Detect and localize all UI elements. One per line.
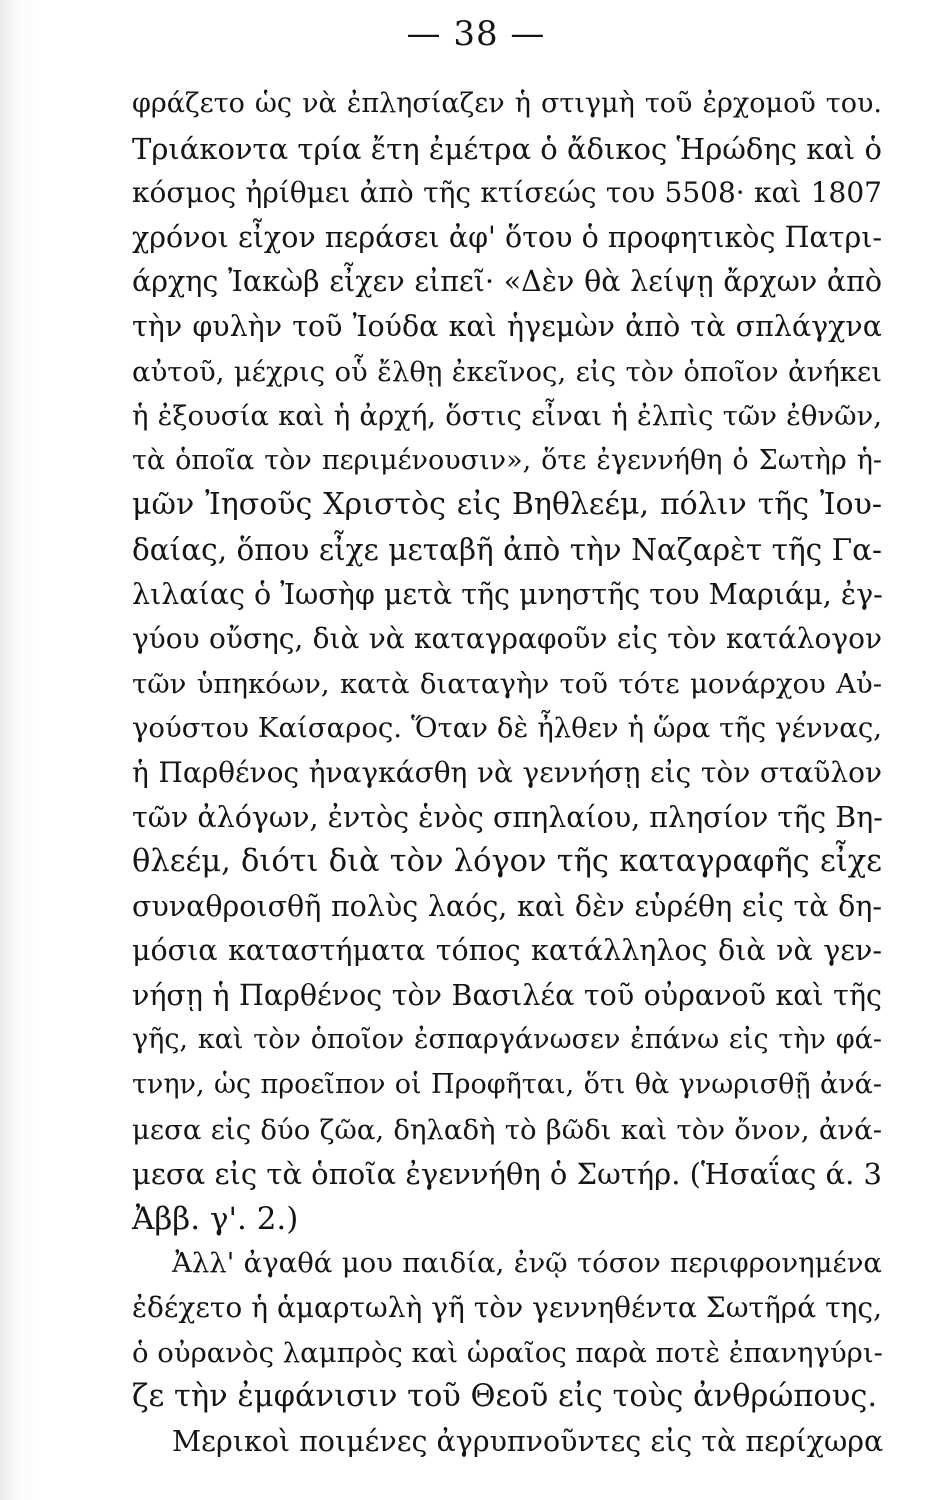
text-line: τνην, ὡς προεῖπον οἱ Προφῆται, ὅτι θὰ γνωρισθῇ ἀνά- xyxy=(132,1069,882,1101)
text-line: νήσῃ ἡ Παρθένος τὸν Βασιλέα τοῦ οὐρανοῦ καὶ τῆς xyxy=(132,978,882,1012)
text-line: ζε τὴν ἐμφάνισιν τοῦ Θεοῦ εἰς τοὺς ἀνθρώπους. xyxy=(132,1379,878,1415)
text-line: τῶν ὑπηκόων, κατὰ διαταγὴν τοῦ τότε μονάρχου Αὐ- xyxy=(132,667,882,700)
text-line: άρχης Ἰακὼβ εἶχεν εἰπεῖ· «Δὲν θὰ λείψῃ ἄρχων ἀπὸ xyxy=(132,265,882,299)
text-line: φράζετο ὡς νὰ ἐπλησίαζεν ἡ στιγμὴ τοῦ ἐρχομοῦ του. xyxy=(132,88,882,119)
text-line: ὁ οὐρανὸς λαμπρὸς καὶ ὡραῖος παρὰ ποτὲ ἐπανηγύρι- xyxy=(132,1336,883,1369)
text-line: γύου οὔσης, διὰ νὰ καταγραφοῦν εἰς τὸν κατάλογον xyxy=(132,622,882,656)
text-line: μῶν Ἰησοῦς Χριστὸς εἰς Βηθλεέμ, πόλιν τῆς Ἰου- xyxy=(132,487,882,523)
text-line: τὴν φυλὴν τοῦ Ἰούδα καὶ ἡγεμὼν ἀπὸ τὰ σπλάγχνα xyxy=(132,309,882,343)
text-line: μεσα εἰς δύο ζῶα, δηλαδὴ τὸ βῶδι καὶ τὸν ὄνον, ἀνά- xyxy=(132,1113,882,1146)
text-line: ἡ ἐξουσία καὶ ἡ ἀρχή, ὅστις εἶναι ἡ ἐλπὶς τῶν ἐθνῶν, xyxy=(132,400,882,433)
text-line: θλεέμ, διότι διὰ τὸν λόγον τῆς καταγραφῆς εἶχε xyxy=(132,844,882,880)
text-line: συναθροισθῆ πολὺς λαός, καὶ δὲν εὑρέθη εἰς τὰ δη- xyxy=(132,889,882,923)
text-line: ἡ Παρθένος ἠναγκάσθη νὰ γεννήσῃ εἰς τὸν σταῦλον xyxy=(132,755,882,789)
text-line: Τριάκοντα τρία ἔτη ἐμέτρα ὁ ἄδικος Ἡρώδης καὶ ὁ xyxy=(132,131,882,166)
page-number: — 38 — xyxy=(406,14,546,54)
text-line: χρόνοι εἶχον περάσει ἀφ' ὅτου ὁ προφητικὸς Πατρι- xyxy=(132,220,882,254)
text-line: δαίας, ὅπου εἶχε μεταβῆ ἀπὸ τὴν Ναζαρὲτ τῆς Γα- xyxy=(132,532,882,567)
text-line: γούστου Καίσαρος. Ὅταν δὲ ἦλθεν ἡ ὥρα τῆς γέννας, xyxy=(132,712,882,745)
text-line: μεσα εἰς τὰ ὁποῖα ἐγεννήθη ὁ Σωτήρ. (Ἡσαΐας ά. 3 xyxy=(132,1157,883,1192)
text-line: κόσμος ἠρίθμει ἀπὸ τῆς κτίσεώς του 5508· καὶ 1807 xyxy=(132,176,882,210)
body-text xyxy=(132,82,882,1464)
text-line: Ἀββ. γ'. 2.) xyxy=(132,1200,299,1237)
text-line: Ἀλλ' ἀγαθά μου παιδία, ἐνῷ τόσον περιφρονημένα xyxy=(172,1247,882,1280)
text-line: ἐδέχετο ἡ ἁμαρτωλὴ γῆ τὸν γεννηθέντα Σωτῆρά της, xyxy=(132,1291,882,1325)
text-line: αὐτοῦ, μέχρις οὗ ἔλθῃ ἐκεῖνος, εἰς τὸν ὁποῖον ἀνήκει xyxy=(132,355,882,388)
text-line: γῆς, καὶ τὸν ὁποῖον ἐσπαργάνωσεν ἐπάνω εἰς τὴν φά- xyxy=(132,1024,882,1056)
text-line: λιλαίας ὁ Ἰωσὴφ μετὰ τῆς μνηστῆς του Μαριάμ, ἐγ- xyxy=(132,577,883,611)
text-line: τὰ ὁποῖα τὸν περιμένουσιν», ὅτε ἐγεννήθη ὁ Σωτὴρ ἡ- xyxy=(132,444,882,476)
text-line: τῶν ἀλόγων, ἐντὸς ἑνὸς σπηλαίου, πλησίον τῆς Βη- xyxy=(132,800,883,834)
text-line: Μερικοὶ ποιμένες ἀγρυπνοῦντες εἰς τὰ περίχωρα xyxy=(172,1424,884,1458)
text-line: μόσια καταστήματα τόπος κατάλληλος διὰ νὰ γεν- xyxy=(132,934,882,968)
